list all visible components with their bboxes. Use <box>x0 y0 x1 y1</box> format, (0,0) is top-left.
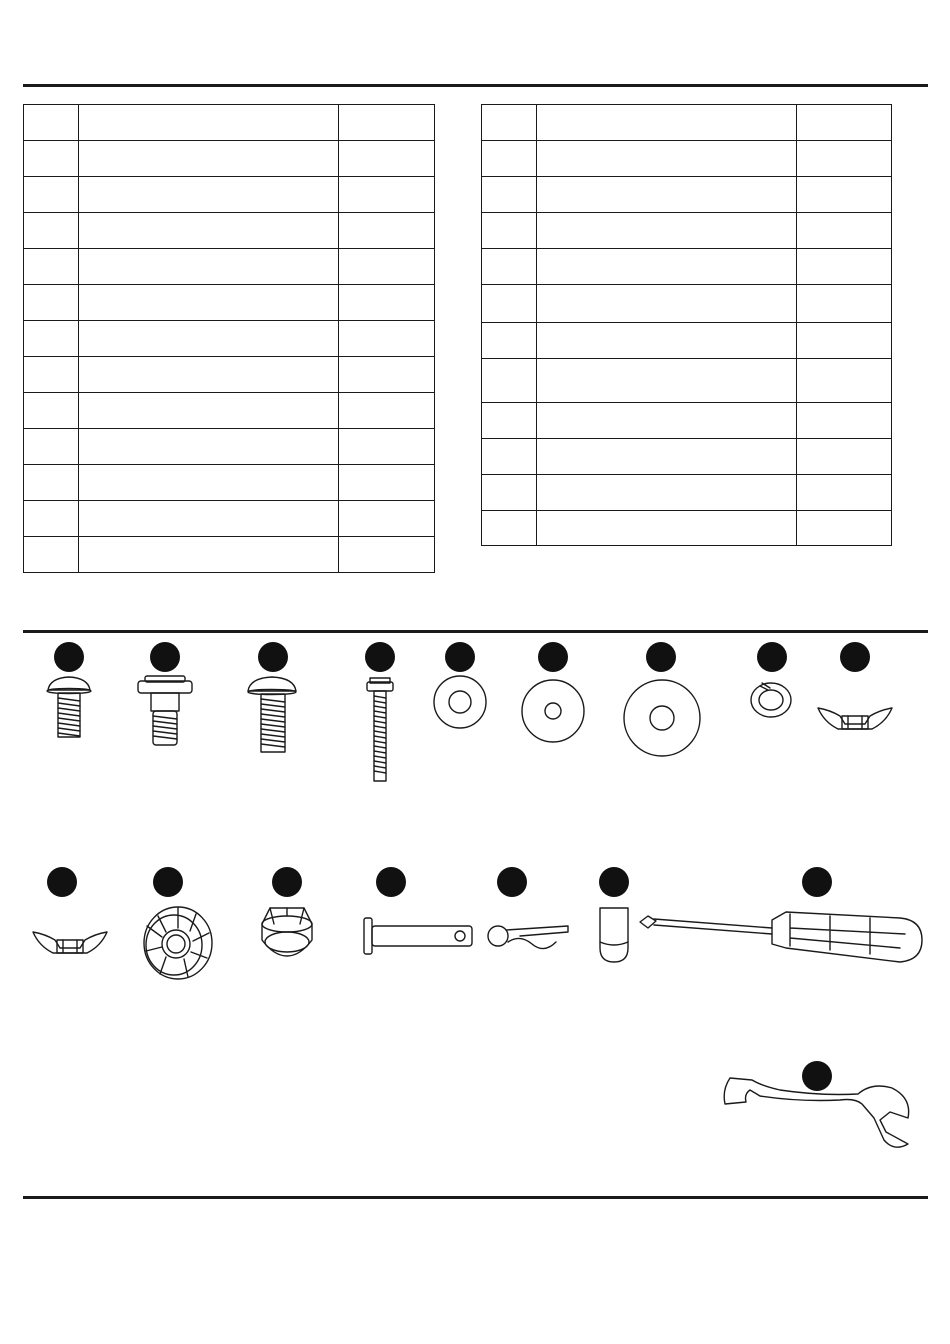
part-number-badge <box>376 867 406 897</box>
washer-icon <box>624 680 700 756</box>
screw-icon <box>47 677 91 737</box>
part-number-badge <box>272 867 302 897</box>
wing-nut-icon <box>818 708 892 729</box>
part-number-badge <box>757 642 787 672</box>
bolt-icon <box>138 676 192 745</box>
end-cap-icon <box>600 908 628 962</box>
washer-icon <box>434 676 486 728</box>
clevis-pin-icon <box>364 918 472 954</box>
part-number-badge <box>54 642 84 672</box>
bottom-rule <box>23 1196 928 1199</box>
part-number-badge <box>258 642 288 672</box>
part-number-badge <box>802 1061 832 1091</box>
part-number-badge <box>646 642 676 672</box>
part-number-badge <box>497 867 527 897</box>
wing-nut-icon <box>33 932 107 953</box>
part-number-badge <box>47 867 77 897</box>
part-number-badge <box>150 642 180 672</box>
lock-nut-icon <box>262 908 312 956</box>
part-number-badge <box>840 642 870 672</box>
part-number-badge <box>153 867 183 897</box>
screwdriver-icon <box>640 912 922 962</box>
part-number-badge <box>445 642 475 672</box>
knob-nut-icon <box>144 907 212 979</box>
r-clip-icon <box>488 926 568 949</box>
bolt-icon <box>367 678 393 781</box>
screw-icon <box>248 677 296 752</box>
lock-washer-icon <box>751 683 791 717</box>
part-number-badge <box>599 867 629 897</box>
part-number-badge <box>802 867 832 897</box>
part-number-badge <box>538 642 568 672</box>
washer-icon <box>522 680 584 742</box>
part-number-badge <box>365 642 395 672</box>
